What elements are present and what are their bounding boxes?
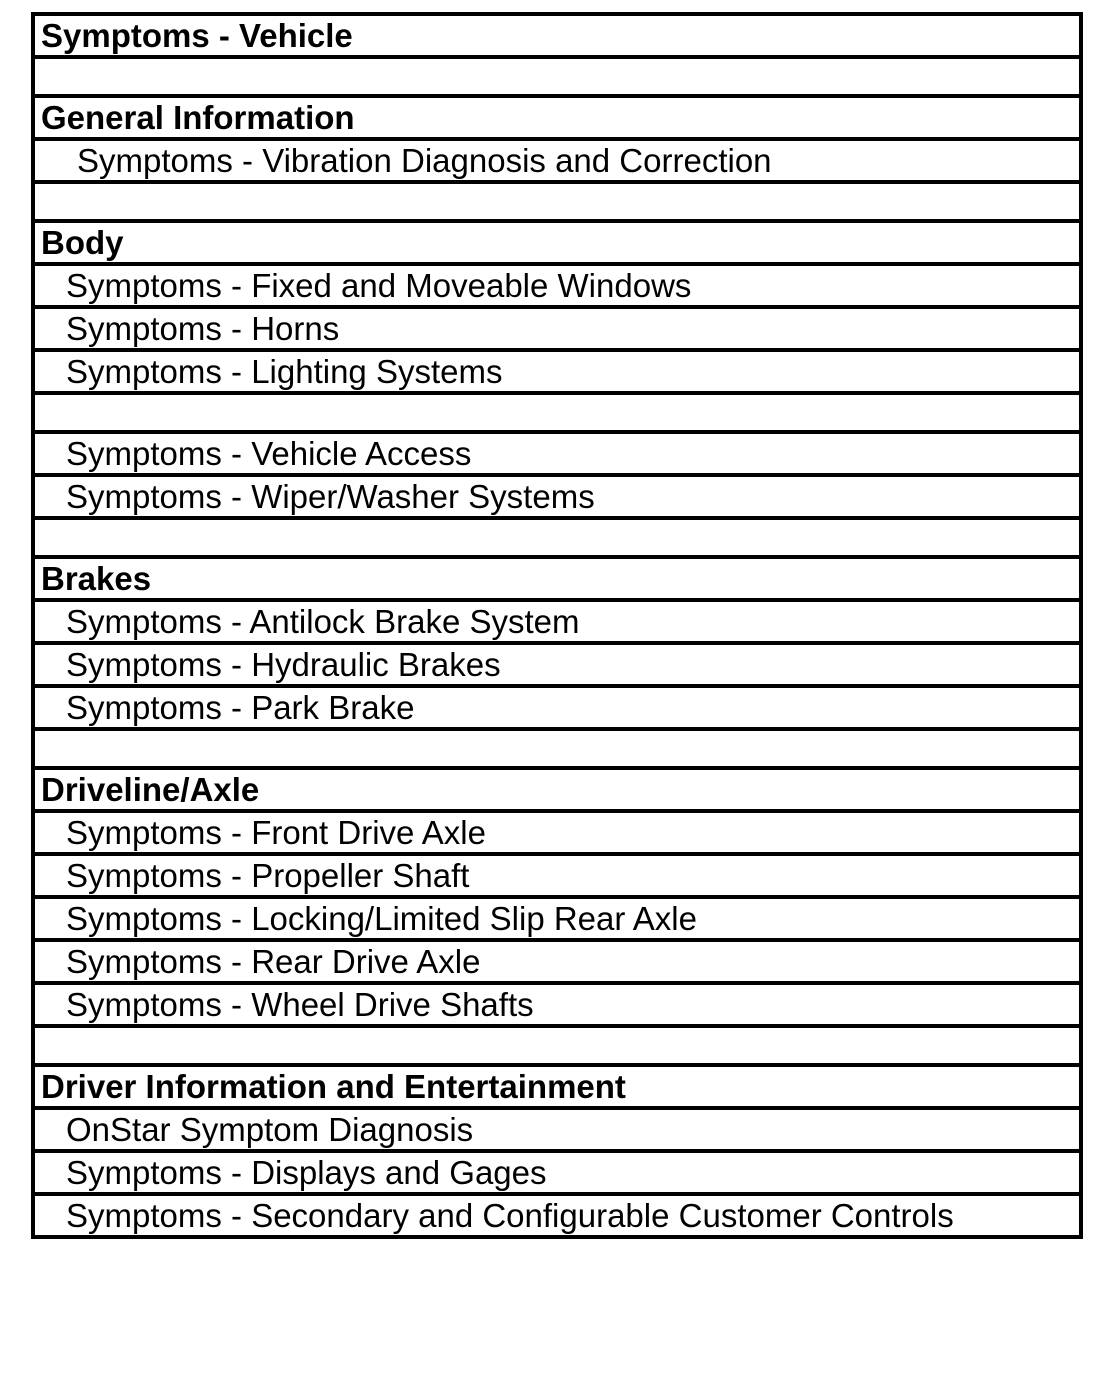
spacer-row: [33, 729, 1081, 768]
spacer-row: [33, 57, 1081, 96]
table-row: [33, 1108, 1081, 1151]
table-row: [33, 1194, 1081, 1237]
empty-cell: [33, 57, 1081, 96]
spacer-row: [33, 518, 1081, 557]
table-row: [33, 643, 1081, 686]
link-vehicle-access[interactable]: Symptoms - Vehicle Access: [33, 432, 1081, 475]
link-wiper-washer-systems[interactable]: Symptoms - Wiper/Washer Systems: [33, 475, 1081, 518]
link-lighting-systems[interactable]: Symptoms - Lighting Systems: [33, 350, 1081, 393]
table-row: [33, 686, 1081, 729]
table-row: [33, 475, 1081, 518]
symptoms-index-table: [31, 12, 1083, 1239]
empty-cell: [33, 393, 1081, 432]
spacer-row: [33, 393, 1081, 432]
link-antilock-brake-system[interactable]: Symptoms - Antilock Brake System: [33, 600, 1081, 643]
empty-cell: [33, 182, 1081, 221]
section-heading-general-information: General Information: [33, 96, 1081, 139]
link-hydraulic-brakes[interactable]: Symptoms - Hydraulic Brakes: [33, 643, 1081, 686]
table-row: [33, 432, 1081, 475]
table-row: [33, 854, 1081, 897]
table-row: [33, 139, 1081, 182]
table-row: [33, 14, 1081, 57]
empty-cell: [33, 1026, 1081, 1065]
table-row: [33, 1065, 1081, 1108]
link-horns[interactable]: Symptoms - Horns: [33, 307, 1081, 350]
table-row: [33, 940, 1081, 983]
table-row: [33, 600, 1081, 643]
link-wheel-drive-shafts[interactable]: Symptoms - Wheel Drive Shafts: [33, 983, 1081, 1026]
table-row: [33, 221, 1081, 264]
link-onstar-symptom-diagnosis[interactable]: OnStar Symptom Diagnosis: [33, 1108, 1081, 1151]
section-heading-body: Body: [33, 221, 1081, 264]
section-heading-driveline-axle: Driveline/Axle: [33, 768, 1081, 811]
link-locking-limited-slip-rear-axle[interactable]: Symptoms - Locking/Limited Slip Rear Axle: [33, 897, 1081, 940]
table-row: [33, 350, 1081, 393]
empty-cell: [33, 729, 1081, 768]
section-heading-driver-information: Driver Information and Entertainment: [33, 1065, 1081, 1108]
link-rear-drive-axle[interactable]: Symptoms - Rear Drive Axle: [33, 940, 1081, 983]
document-title: Symptoms - Vehicle: [33, 14, 1081, 57]
table-row: [33, 96, 1081, 139]
section-heading-brakes: Brakes: [33, 557, 1081, 600]
spacer-row: [33, 182, 1081, 221]
empty-cell: [33, 518, 1081, 557]
link-fixed-moveable-windows[interactable]: Symptoms - Fixed and Moveable Windows: [33, 264, 1081, 307]
spacer-row: [33, 1026, 1081, 1065]
table-row: [33, 1151, 1081, 1194]
table-row: [33, 811, 1081, 854]
table-row: [33, 768, 1081, 811]
table-row: [33, 264, 1081, 307]
table-row: [33, 897, 1081, 940]
link-secondary-configurable-controls[interactable]: Symptoms - Secondary and Configurable Customer Controls: [33, 1194, 1081, 1237]
table-row: [33, 983, 1081, 1026]
link-propeller-shaft[interactable]: Symptoms - Propeller Shaft: [33, 854, 1081, 897]
link-front-drive-axle[interactable]: Symptoms - Front Drive Axle: [33, 811, 1081, 854]
link-vibration-diagnosis[interactable]: Symptoms - Vibration Diagnosis and Correction: [33, 139, 1081, 182]
link-park-brake[interactable]: Symptoms - Park Brake: [33, 686, 1081, 729]
table-row: [33, 557, 1081, 600]
table-row: [33, 307, 1081, 350]
link-displays-and-gages[interactable]: Symptoms - Displays and Gages: [33, 1151, 1081, 1194]
